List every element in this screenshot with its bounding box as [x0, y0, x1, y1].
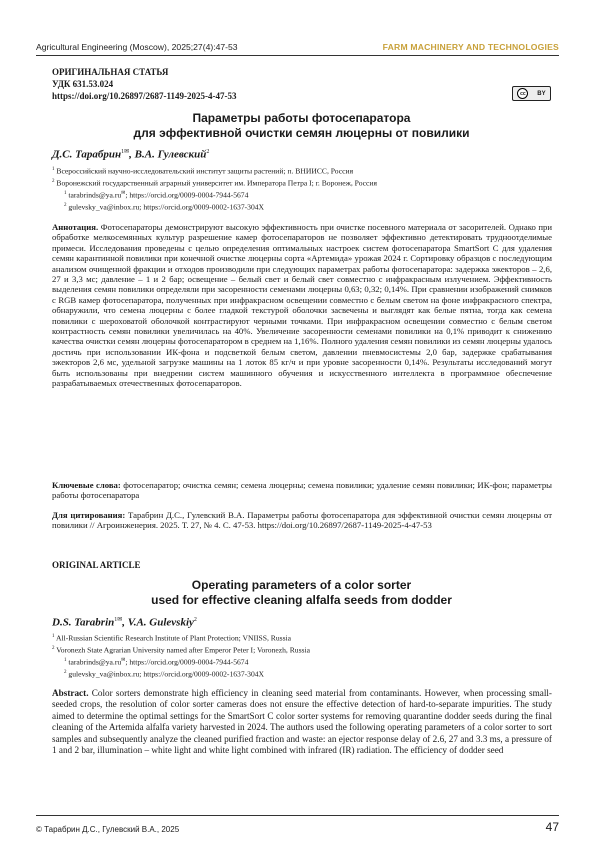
contact1-ru: $^1$ tarabrinds@ya.ru✉; https://orcid.org/0009-0004-7944-5674	[64, 190, 249, 200]
citation-ru: Для цитирования: Тарабрин Д.С., Гулевский В.А. Параметры работы фотосепаратора для эффективной очистки семян люцерны от повилики // Агроинженерия. 2025. Т. 27, № 4. С. 47-53. https://doi.org/10.26897/2687-1149-2025-4-47-53	[52, 510, 553, 531]
header-section: FARM MACHINERY AND TECHNOLOGIES	[382, 42, 559, 52]
contact2-ru: $^2$ gulevsky_va@inbox.ru; https://orcid.org/0009-0002-1637-304X	[64, 202, 265, 212]
affil1-ru: $^1$ Всероссийский научно-исследовательский институт защиты растений; п. ВНИИСС, Россия	[52, 166, 354, 176]
page-number: 47	[545, 820, 559, 834]
footer-rule	[36, 815, 559, 816]
affil2-ru: $^2$ Воронежский государственный аграрный университет им. Императора Петра I; г. Воронеж, Россия	[52, 178, 377, 188]
title-en-line1: Operating parameters of a color sorter	[191, 578, 412, 592]
title-en-line2: used for effective cleaning alfalfa seeds from dodder	[151, 593, 452, 607]
abstract-ru: Аннотация. Фотосепараторы демонстрируют высокую эффективность при очистке посевного материала от засорителей. Однако при обработке мелкосемянных культур разрешение камер фотосепараторов не позволяет эффективно детектировать трудноотделимые примеси. Исследования проведены с целью определения оптимальных настроек систем фотосепаратора SmartSort C для удаления семян карантинной повилики при конечной очистке люцерны сорта «Артемида» урожая 2024 г. Сортировку образцов с последующим анализом очищенной фракции и отходов производили при следующих параметрах работы фотосепаратора: задержка эжекторов – 2,6, 27 и 3,3 мс; давление – 1 и 2 бар; освещение – белый свет и белый свет совместно с инфракрасным излучением. Эффективность выделения семян повилики определяли при засоренности семенами люцерны 0,63; 0,32; 0,14%. При сравнении изображений снимков с RGB камер фотосепаратора, полученных при инфракрасном освещении совместно с белым светом на фоне инфракрасного спектра, обнаружили, что семена люцерны с более гладкой текстурой оболочки засвечены и выглядят как белые пятна, тогда как семена повилики с шероховатой оболочкой контрастируют черными точками. При инфракрасном освещении совместно с белым светом контрастность семян повилики увеличилась на 40%. Увеличение засоренности семенами повилики на 0,1% приводит к снижению качества очистки семян люцерны фотосепаратором в среднем на 1,16%. Полного удаления семян повилики из семян люцерны удалось достичь при использовании ИК-фона и подсветкой белым светом, давлении пневмосистемы 2,0 бар, задержке срабатывания эжекторов 2,6 мс, удельной загрузке машины на 1 лоток 85 кг/ч и при уровне засоренности 0,14%. Результаты исследований могут быть использованы при внедрении систем машинного обучения и искусственного интеллекта в программное обеспечение разрабатываемых отечественных фотосепараторов.	[52, 222, 552, 389]
affiliations-ru	[52, 165, 551, 213]
title-en	[52, 578, 551, 608]
affiliations-en	[52, 632, 551, 680]
email-link[interactable]: tarabrinds@ya.ru	[68, 190, 122, 200]
header-rule	[36, 55, 559, 56]
udc: УДК 631.53.024	[52, 79, 114, 89]
title-ru-line1: Параметры работы фотосепаратора	[192, 111, 411, 125]
author2-en-sup: 2	[193, 617, 197, 623]
article-type-ru: ОРИГИНАЛЬНАЯ СТАТЬЯ	[52, 67, 169, 77]
title-ru	[52, 111, 551, 141]
contact2-en: $^2$ gulevsky_va@inbox.ru; https://orcid.org/0009-0002-1637-304X	[64, 669, 265, 679]
author2-ru: В.А. Гулевский	[134, 148, 207, 161]
author1-ru: Д.С. Тарабрин	[52, 148, 122, 161]
affil2-en: $^2$ Voronezh State Agrarian University named after Emperor Peter I; Voronezh, Russia	[52, 645, 310, 655]
contact1-en: $^1$ tarabrinds@ya.ru✉; https://orcid.org/0009-0004-7944-5674	[64, 657, 249, 667]
authors-en: D.S. Tarabrin$^{1✉}$, V.A. Gulevskiy$^2$	[52, 616, 197, 629]
email-link[interactable]: tarabrinds@ya.ru	[68, 657, 122, 667]
cc-icon: cc	[517, 88, 528, 99]
author1-en: D.S. Tarabrin	[52, 616, 115, 629]
author2-en: V.A. Gulevskiy	[127, 616, 194, 629]
footer-copyright: © Тарабрин Д.С., Гулевский В.А., 2025	[36, 825, 180, 834]
cc-license-badge[interactable]	[512, 86, 551, 101]
author2-ru-sup: 2	[206, 149, 210, 155]
header-journal: Agricultural Engineering (Moscow), 2025;27(4):47-53	[36, 42, 238, 52]
title-ru-line2: для эффективной очистки семян люцерны от повилики	[133, 126, 470, 140]
author1-ru-sup: 1✉	[121, 149, 130, 155]
article-type-en: ORIGINAL ARTICLE	[52, 560, 141, 570]
author1-en-sup: 1✉	[114, 617, 123, 623]
doi-link[interactable]: https://doi.org/10.26897/2687-1149-2025-4-47-53	[52, 91, 237, 101]
authors-ru: Д.С. Тарабрин$^{1✉}$, В.А. Гулевский$^2$	[52, 148, 210, 161]
envelope-icon: ✉	[121, 658, 126, 664]
envelope-icon: ✉	[121, 191, 126, 197]
affil1-en: $^1$ All-Russian Scientific Research Institute of Plant Protection; VNIISS, Russia	[52, 633, 292, 643]
abstract-en: Abstract. Color sorters demonstrate high efficiency in cleaning seed material from contaminants. However, when processing small-seeded crops, the resolution of color sorter cameras does not ensure the effective detection of hard-to-separate impurities. The study aimed to determine the optimal settings for the SmartSort C color sorter systems for removing quarantine dodder seeds during the final cleaning of the Artemida alfalfa variety harvested in 2024. The authors used the following operating parameters of a color sorter to sort samples and subsequently analyze the cleaned purified fraction and waste: an ejector response delay of 2.6, 27 and 3.3 ms, a pressure of 1 and 2 bar, illumination – white light and white light combined with infrared (IR) radiation. The efficiency of dodder seed	[52, 688, 552, 756]
keywords-ru: Ключевые слова: фотосепаратор; очистка семян; семена люцерны; семена повилики; удаление семян повилики; ИК-фон; параметры работы фотосепаратора	[52, 480, 553, 501]
by-label: BY	[537, 90, 546, 97]
